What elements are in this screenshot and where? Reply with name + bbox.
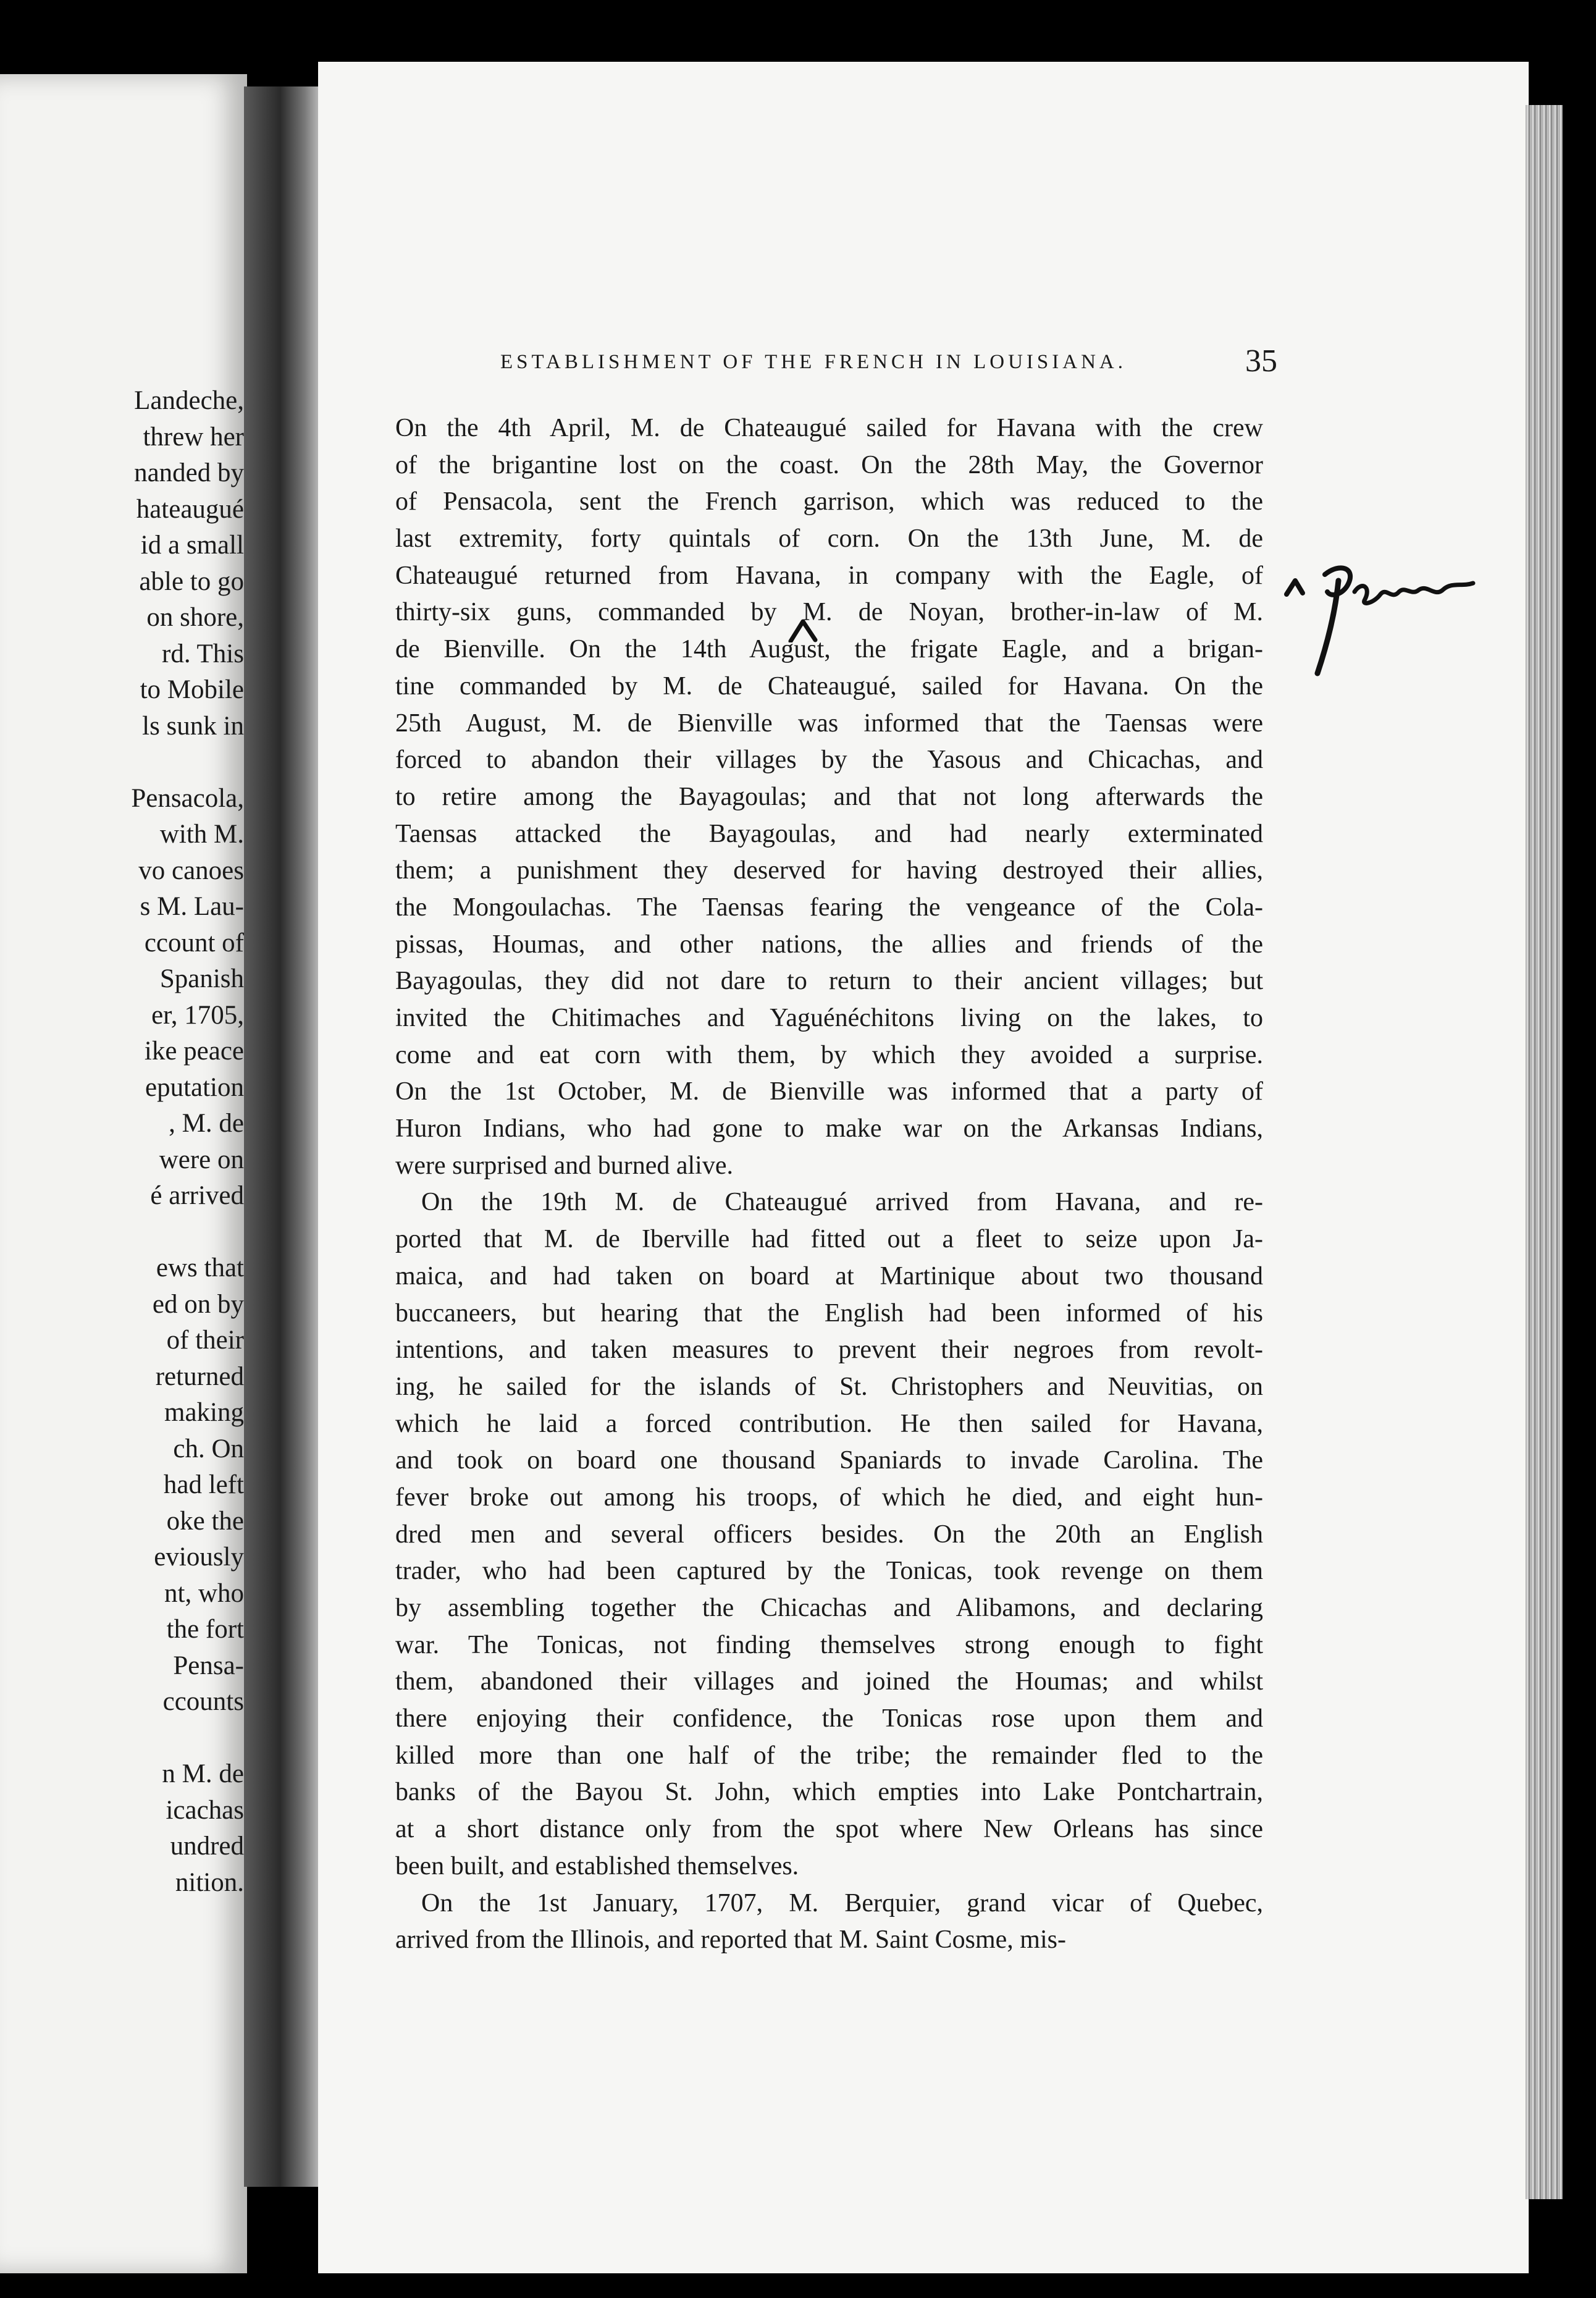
body-line: thirty-six guns, commanded by M. de Noyan, brother-in-law of M.	[395, 598, 1263, 627]
left-page-line: hateaugué	[136, 494, 244, 524]
body-line: maica, and had taken on board at Martinique about two thousand	[395, 1261, 1263, 1290]
body-line: On the 1st January, 1707, M. Berquier, grand vicar of Quebec,	[421, 1888, 1263, 1917]
left-page-line: the fort	[166, 1615, 244, 1644]
left-page-line: é arrived	[150, 1181, 244, 1210]
handwritten-insertion-mark-icon	[1282, 562, 1479, 680]
page-edges	[1526, 105, 1563, 2199]
left-page-line: nt, who	[164, 1578, 244, 1608]
body-line: of the brigantine lost on the coast. On the 28th May, the Governor	[395, 450, 1263, 479]
left-page-line: ews that	[156, 1253, 244, 1282]
left-page-line: returned	[155, 1362, 244, 1391]
body-text	[395, 410, 1263, 1959]
left-page-line: ed on by	[152, 1289, 244, 1319]
body-line: intentions, and taken measures to prevent their negroes from revolt-	[395, 1336, 1263, 1365]
left-page-line: rd. This	[162, 639, 244, 668]
body-line: them, abandoned their villages and joined the Houmas; and whilst	[395, 1667, 1263, 1696]
body-line: ing, he sailed for the islands of St. Christophers and Neuvitias, on	[395, 1372, 1263, 1401]
left-page-line: threw her	[143, 422, 244, 452]
body-line: tine commanded by M. de Chateaugué, sailed for Havana. On the	[395, 671, 1263, 701]
left-page-line: , M. de	[169, 1109, 244, 1138]
left-page-line: undred	[170, 1832, 244, 1861]
left-page-text	[0, 383, 244, 1901]
left-page-line: oke the	[166, 1506, 244, 1536]
body-line: de Bienville. On the 14th August, the frigate Eagle, and a brigan-	[395, 635, 1263, 664]
left-page-line: ccount of	[144, 928, 244, 958]
body-line: come and eat corn with them, by which they avoided a surprise.	[395, 1040, 1263, 1069]
left-page-line: s M. Lau-	[140, 892, 244, 921]
left-page-line: making	[164, 1398, 244, 1427]
body-line: fever broke out among his troops, of which he died, and eight hun-	[395, 1483, 1263, 1512]
body-line: to retire among the Bayagoulas; and that not long afterwards the	[395, 782, 1263, 811]
left-page-line: nanded by	[134, 458, 244, 487]
left-page-line: Pensacola,	[131, 783, 244, 813]
left-page-line: on shore,	[146, 603, 244, 632]
body-line: 25th August, M. de Bienville was informed that the Taensas were	[395, 709, 1263, 738]
left-page-line: ike peace	[144, 1037, 244, 1066]
body-line: dred men and several officers besides. On the 20th an English	[395, 1520, 1263, 1549]
body-line: were surprised and burned alive.	[395, 1151, 733, 1180]
left-page-line: nition.	[175, 1867, 244, 1897]
body-line: been built, and established themselves.	[395, 1851, 799, 1880]
body-line: which he laid a forced contribution. He then sailed for Havana,	[395, 1409, 1263, 1438]
caret-insertion-icon	[788, 618, 818, 642]
body-line: On the 4th April, M. de Chateaugué sailed for Havana with the crew	[395, 414, 1263, 442]
left-page-line: to Mobile	[140, 675, 244, 704]
left-page-line: with M.	[159, 820, 244, 849]
left-page-line: of their	[166, 1326, 244, 1355]
body-line: buccaneers, but hearing that the English had been informed of his	[395, 1298, 1263, 1328]
body-line: by assembling together the Chicachas and Alibamons, and declaring	[395, 1594, 1263, 1622]
left-page-line: Spanish	[159, 964, 244, 993]
body-line: Taensas attacked the Bayagoulas, and had nearly exterminated	[395, 819, 1263, 848]
body-line: the Mongoulachas. The Taensas fearing the vengeance of the Cola-	[395, 893, 1263, 922]
left-page-line: id a small	[140, 531, 244, 560]
body-line: Chateaugué returned from Havana, in company with the Eagle, of	[395, 561, 1263, 590]
body-line: arrived from the Illinois, and reported that M. Saint Cosme, mis-	[395, 1926, 1066, 1955]
left-page-line: ch. On	[173, 1434, 244, 1463]
left-page-line: ccounts	[162, 1687, 244, 1716]
left-page-line: eputation	[145, 1072, 244, 1102]
body-line: them; a punishment they deserved for having destroyed their allies,	[395, 856, 1263, 885]
body-line: banks of the Bayou St. John, which empties into Lake Pontchartrain,	[395, 1778, 1263, 1807]
body-line: of Pensacola, sent the French garrison, which was reduced to the	[395, 487, 1263, 516]
body-line: On the 1st October, M. de Bienville was informed that a party of	[395, 1077, 1263, 1106]
left-page-blank-line	[0, 1720, 361, 1757]
left-page-line: eviously	[154, 1543, 244, 1572]
body-line: invited the Chitimaches and Yaguénéchitons living on the lakes, to	[395, 1004, 1263, 1032]
body-line: Huron Indians, who had gone to make war on the Arkansas Indians,	[395, 1114, 1263, 1143]
body-line: and took on board one thousand Spaniards to invade Carolina. The	[395, 1446, 1263, 1475]
left-page-line: Landeche,	[134, 386, 244, 415]
body-line: pissas, Houmas, and other nations, the allies and friends of the	[395, 930, 1263, 959]
body-line: last extremity, forty quintals of corn. On the 13th June, M. de	[395, 524, 1263, 553]
left-page-line: n M. de	[162, 1759, 244, 1788]
body-line: war. The Tonicas, not finding themselves strong enough to fight	[395, 1630, 1263, 1659]
body-line: trader, who had been captured by the Tonicas, took revenge on them	[395, 1557, 1263, 1586]
left-page-line: icachas	[166, 1795, 244, 1825]
body-line: ported that M. de Iberville had fitted out a fleet to seize upon Ja-	[395, 1225, 1263, 1254]
body-line: killed more than one half of the tribe; the remainder fled to the	[395, 1741, 1263, 1770]
left-page-line: er, 1705,	[151, 1000, 244, 1030]
left-page-line: able to go	[139, 566, 244, 596]
body-line: On the 19th M. de Chateaugué arrived from Havana, and re-	[421, 1188, 1263, 1217]
body-line: there enjoying their confidence, the Tonicas rose upon them and	[395, 1704, 1263, 1733]
left-page-line: vo canoes	[138, 856, 244, 885]
body-line: Bayagoulas, they did not dare to return to their ancient villages; but	[395, 967, 1263, 996]
left-page-blank-line	[0, 1214, 361, 1251]
left-page-blank-line	[0, 744, 361, 781]
left-page-line: ls sunk in	[142, 711, 244, 741]
left-page-line: Pensa-	[173, 1651, 244, 1680]
body-line: at a short distance only from the spot where New Orleans has since	[395, 1815, 1263, 1844]
body-line: forced to abandon their villages by the Yasous and Chicachas, and	[395, 746, 1263, 775]
running-head: ESTABLISHMENT OF THE FRENCH IN LOUISIANA.	[500, 351, 1127, 373]
page-number: 35	[1245, 343, 1277, 379]
left-page-line: were on	[159, 1145, 244, 1174]
left-page-line: had left	[163, 1470, 244, 1499]
